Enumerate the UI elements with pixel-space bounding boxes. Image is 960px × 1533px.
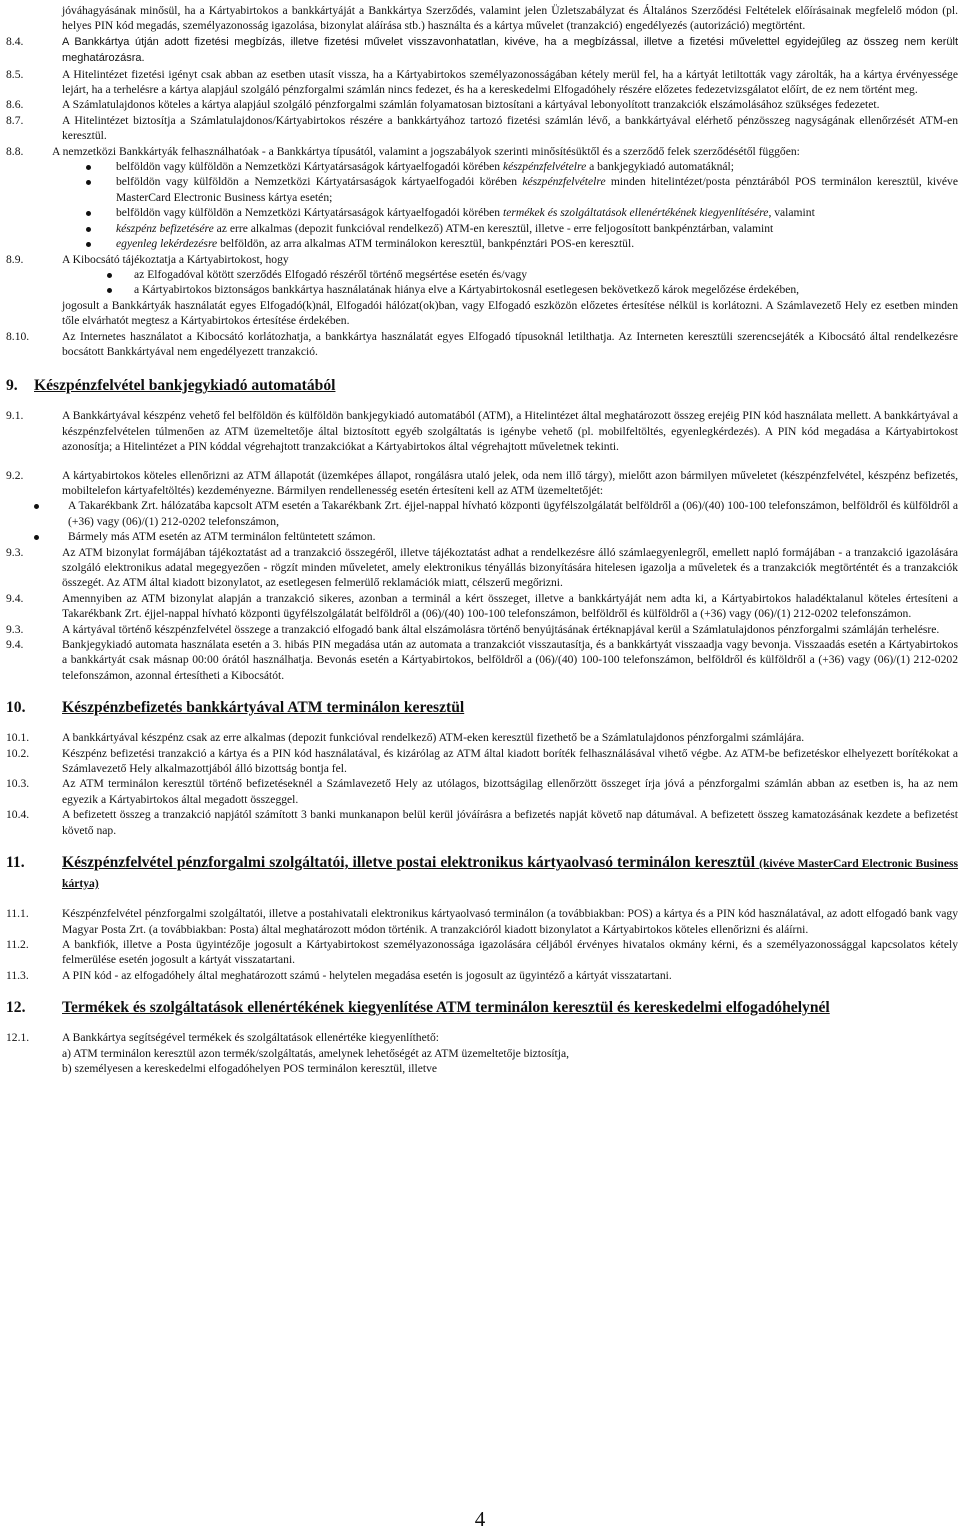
paragraph-number: 9.4. [6, 638, 24, 652]
heading-number: 9. [6, 377, 18, 395]
paragraph-text: A bankkártyával készpénz csak az erre alkalmas (depozit funkcióval rendelkező) ATM-eken keresztül fizethető be a Számlatulajdonos pénzforgalmi számlájára. [62, 731, 805, 745]
paragraph-text: A kártyabirtokos köteles ellenőrizni az ATM állapotát (üzemképes állapot, rongálásra utaló jelek, oda nem illő tárgy), mielőtt azon bármilyen műveletet (készpénzfelvétel, készpénz befizetés, mobiltelefon kártyafeltöltés) kezdeményezne. Bármilyen rendellenesség esetén értesíteni kell az ATM üzemeltetőjét: [62, 468, 958, 497]
paragraph-text: Az ATM terminálon keresztül történő befizetéseknél a Számlavezető Hely az utólagos, bizottságilag ellenőrzött összeget írja jóvá a pénzforgalmi számlán abban az esetben is, ha az nem egyezik a Kártyabirtokos által megadott összeggel. [62, 777, 958, 806]
section-heading-11 [6, 853, 958, 893]
list-item: a Kártyabirtokos biztonságos bankkártya használatának hiánya elve a Kártyabirtokosnál esetlegesen bekövetkező károk megelőzése érdekében, [6, 282, 958, 297]
paragraph-number: 9.3. [6, 545, 24, 559]
list-item: Bármely más ATM esetén az ATM terminálon feltüntetett számon. [6, 529, 958, 544]
paragraph-10-1 [6, 730, 958, 745]
document-page [6, 3, 958, 1076]
paragraph-number: 11.1. [6, 907, 29, 921]
paragraph-number: 8.5. [6, 67, 24, 81]
paragraph-8-7 [6, 113, 958, 144]
paragraph-text: Készpénzfelvétel pénzforgalmi szolgáltatói, illetve a postahivatali elektronikus kártyaolvasó terminálon (a továbbiakban: POS) a kártya és a PIN kód használatával, az adott elfogadó bank vagy Magyar Posta Zrt. (a továbbiakban: Posta) által meghatározott módon történik. A tranzakcióról kiadott bizonylatot a Kártyabirtokos köteles ellenőrizni és aláírni. [62, 907, 958, 936]
heading-text: Készpénzfelvétel pénzforgalmi szolgáltatói, illetve postai elektronikus kártyaolvasó terminálon keresztül [62, 854, 756, 872]
paragraph-number: 8.4. [6, 34, 24, 48]
paragraph-8-6 [6, 97, 958, 112]
paragraph-text: A befizetett összeg a tranzakció napjától számított 3 banki munkanapon belül kerül jóváírásra a befizetés napját követő nap dátumával. A befizetett összeg kamatozásának kezdete a befizetést követő nap. [62, 808, 958, 837]
paragraph-number: 11.3. [6, 968, 29, 982]
paragraph-8-9-continued: jogosult a Bankkártyák használatát egyes Elfogadó(k)nál, Elfogadói hálózat(ok)ban, vagy Elfogadó eszközön előzetes értesítése nélkül is korlátozni. A Számlavezető Hely ez esetben minden tőle elvárhatót megtesz a Kártyabirtokos értesítése érdekében. [62, 298, 958, 328]
paragraph-text: A PIN kód - az elfogadóhely által meghatározott számú - helytelen megadása esetén is jogosult az ügyintéző a kártyát visszatartani. [62, 968, 672, 982]
paragraph-number: 10.4. [6, 808, 30, 822]
paragraph-9-2 [6, 468, 958, 499]
list-item: készpénz befizetésére az erre alkalmas (depozit funkcióval rendelkező) ATM-en keresztül, illetve - erre feljogosított bankpénztárban, valamint [6, 221, 958, 236]
paragraph-text: A Számlatulajdonos köteles a kártya alapjául szolgáló pénzforgalmi számlán folyamatosan biztosítani a kártyával lebonyolított tranzakciók elszámolásához szükséges fedezetet. [62, 98, 880, 112]
paragraph-9-4b [6, 637, 958, 683]
paragraph-text: A Kibocsátó tájékoztatja a Kártyabirtokost, hogy [62, 252, 289, 266]
paragraph-8-4 [6, 34, 958, 67]
heading-text: Készpénzfelvétel bankjegykiadó automatából [34, 377, 336, 395]
paragraph-12-1-a: a) ATM terminálon keresztül azon termék/szolgáltatás, amelynek lehetőségét az ATM üzemeltetője biztosítja, [62, 1046, 570, 1060]
paragraph-text: Az Internetes használatot a Kibocsátó korlátozhatja, a bankkártya használatát egyes Elfogadó típusoknál letilthatja. Az Interneten keresztüli szerencsejáték a Kibocsátó által rendelkezésre bocsátott Bankkártyával nem engedélyezett tranzakció. [62, 329, 958, 358]
paragraph-8-5 [6, 67, 958, 98]
paragraph-11-1 [6, 906, 958, 937]
paragraph-10-4 [6, 807, 958, 838]
paragraph-number: 11.2. [6, 937, 29, 951]
paragraph-9-3b [6, 622, 958, 637]
paragraph-number: 8.9. [6, 252, 24, 266]
page-number: 4 [474, 1507, 486, 1531]
paragraph-text: A nemzetközi Bankkártyák felhasználhatóak - a Bankkártya típusától, valamint a jogszabályok szerinti minősítésüktől és a szerződő felek szerződésétől függően: [52, 144, 800, 158]
atm-contact-list [6, 498, 958, 544]
paragraph-text: Az ATM bizonylat formájában tájékoztatást ad a tranzakció összegéről, illetve tájékoztatást adhat a rendelkezésre álló számlaegyenlegről, emellett napló formájában - a tranzakció igazolására szolgáló elektronikus adatal megegyezően - rögzít minden műveletet, amely elektronikus tényállás bizonyítására hitelesen igazolja a műveletek és a tranzakciók megtörténtét és a tranzakciók összegét. Az ATM által kiadott bizonylatot, az esetlegesen felmerülő reklamációk miatt, célszerű megőrizni. [62, 545, 958, 590]
paragraph-text: A kártyával történő készpénzfelvétel összege a tranzakció elfogadó bank által elszámolásra történő benyújtásának értéknapjával kerül a Számlatulajdonos pénzforgalmi számláján terhelésre. [62, 622, 940, 636]
heading-note: (kivéve MasterCard Electronic Business kártya) [62, 857, 959, 891]
restriction-list [6, 267, 958, 298]
paragraph-number: 9.2. [6, 468, 24, 482]
paragraph-text: A Bankkártya útján adott fizetési megbízás, illetve fizetési művelet visszavonhatatlan, kivéve, ha a megbízással, illetve a fizetési művelettel egyidejűleg az összeg nem került meghatározásra. [62, 35, 958, 65]
paragraph-8-9 [6, 252, 958, 267]
section-heading-9 [6, 376, 958, 395]
paragraph-12-1 [6, 1030, 958, 1045]
paragraph-number: 9.3. [6, 622, 24, 636]
paragraph-11-3 [6, 968, 958, 983]
paragraph-text: Amennyiben az ATM bizonylat alapján a tranzakció sikeres, azonban a terminál a kért összeget, illetve a bankkártyáját nem adta ki, a Kártyabirtokos haladéktalanul köteles értesíteni a Takarékbank Zrt. éjjel-nappal hívható központi ügyfélszolgálatát belföldről a (06)/(40) 100-100 telefonszámon, belföldről és külföldről a (+36) vagy (06)/(1) 212-0202 telefonszámon. [62, 591, 958, 621]
list-item: belföldön vagy külföldön a Nemzetközi Kártyatársaságok kártyaelfogadói körében termékek és szolgáltatások ellenértékének kiegyenlítésére, valamint [6, 205, 958, 220]
paragraph-text: A Bankkártyával készpénz vehető fel belföldön és külföldön bankjegykiadó automatából (ATM), a Hitelintézet által meghatározott összeg erejéig PIN kód használata mellett. A bankkártyával a készpénzfelvételen túlmenően az ATM üzemeltetője által biztosított egyéb szolgáltatás is igénybe vehető (pl. mobilfeltöltés, egyenlegkérdezés). A PIN kód megadása a Kártyabirtokost azonosítja; a Hitelintézet a PIN kóddal végrehajtott tranzakciókat a Kártyabirtokos által végrehajtott műveletnek tekinti. [62, 409, 958, 454]
paragraph-number: 9.4. [6, 591, 24, 605]
usage-list [6, 159, 958, 251]
list-item: egyenleg lekérdezésre belföldön, az arra alkalmas ATM terminálokon keresztül, bankpénztári POS-en keresztül. [6, 236, 958, 251]
section-heading-10 [6, 698, 958, 717]
paragraph-number: 8.8. [6, 144, 24, 158]
paragraph-text: Bankjegykiadó automata használata esetén a 3. hibás PIN megadása után az automata a tranzakciót visszautasítja, és a bankkártyát visszaadja vagy bevonja. Visszaadás esetén a Kártyabirtokos a bankkártyát csak másnap 00:00 órától használhatja. Bevonás esetén a Kártyabirtokos, belföldről a (06)/(40) 100-100 telefonszámon, belföldről és külföldről a (+36) vagy (06)/(1) 212-0202 telefonszámon, azonnal értesítheti a Kibocsátót. [62, 638, 958, 682]
list-item: A Takarékbank Zrt. hálózatába kapcsolt ATM esetén a Takarékbank Zrt. éjjel-nappal hívható központi ügyfélszolgálatát belföldről a (06)/(40) 100-100 telefonszámon, belföldről és külföldről a (+36) vagy (06)/(1) 212-0202 telefonszámon, [6, 498, 958, 529]
paragraph-number: 9.1. [6, 409, 24, 423]
paragraph-9-3 [6, 545, 958, 591]
paragraph-10-3 [6, 776, 958, 807]
paragraph-12-1-b: b) személyesen a kereskedelmi elfogadóhelyen POS terminálon keresztül, illetve [62, 1061, 438, 1075]
paragraph-number: 8.7. [6, 113, 24, 127]
paragraph-number: 8.6. [6, 98, 24, 112]
paragraph-number: 8.10. [6, 329, 30, 343]
paragraph-text: A Hitelintézet biztosítja a Számlatulajdonos/Kártyabirtokos részére a bankkártyához tartozó fizetési számlán lévő, a bankkártyával elérhető pénzösszeg nagyságának ellenőrzését ATM-en keresztül. [62, 113, 958, 143]
list-item: belföldön vagy külföldön a Nemzetközi Kártyatársaságok kártyaelfogadói körében készpénzfelvételre a bankjegykiadó automatáknál; [6, 159, 958, 174]
heading-number: 10. [6, 699, 26, 717]
paragraph-text: A Hitelintézet fizetési igényt csak abban az esetben utasít vissza, ha a Kártyabirtokos személyazonosságában kétely merül fel, ha a kártyát letiltották vagy zárolták, ha a kártya érvényessége lejárt, ha a terhelésre a kártya alapjául szolgáló pénzforgalmi számlán nincs fedezet, és ha a kereskedelmi Elfogadóhely részére előzetes fedezetvizsgálatot előírt, de ez nem történt meg. [62, 67, 958, 97]
section-heading-12 [6, 998, 958, 1017]
paragraph-text: Készpénz befizetési tranzakció a kártya és a PIN kód használatával, és kizárólag az ATM által kiadott boríték felhasználásával vihető végbe. Az ATM-be befizetéskor elhelyezett borítékokat a Számlavezető Hely alkalmazottjából álló bizottság bontja fel. [62, 746, 958, 776]
paragraph-number: 10.1. [6, 731, 30, 745]
list-item: az Elfogadóval kötött szerződés Elfogadó részéről történő megsértése esetén és/vagy [6, 267, 958, 282]
paragraph-9-4 [6, 591, 958, 622]
paragraph-10-2 [6, 746, 958, 777]
paragraph-9-1 [6, 408, 958, 454]
heading-text: Készpénzbefizetés bankkártyával ATM terminálon keresztül [62, 699, 465, 717]
paragraph-text: A bankfiók, illetve a Posta ügyintézője jogosult a Kártyabirtokost személyazonossága igazolására céljából érvényes hivatalos okmány kérni, és a személyazonossággal kapcsolatos kétely felmerülése esetén jogosult a kártyát visszatartani. [62, 937, 958, 967]
heading-text: Termékek és szolgáltatások ellenértékének kiegyenlítése ATM terminálon keresztül és kereskedelmi elfogadóhelynél [62, 999, 830, 1017]
paragraph-8-10 [6, 329, 958, 360]
heading-number: 11. [6, 854, 25, 872]
intro-paragraph: jóváhagyásának minősül, ha a Kártyabirtokos a bankkártyáját a Bankkártya Szerződés, valamint jelen Üzletszabályzat és Általános Szerződési Feltételek előírásainak megfelelő módon (pl. helyes PIN kód megadás, személyazonosság igazolása, bizonylat aláírása stb.) használta és a kártya művelet (tranzakció) engedélyezés (autorizáció) megtörtént. [62, 4, 958, 33]
paragraph-number: 10.2. [6, 746, 30, 760]
paragraph-text: A Bankkártya segítségével termékek és szolgáltatások ellenértéke kiegyenlíthető: [62, 1031, 439, 1045]
paragraph-11-2 [6, 937, 958, 968]
heading-number: 12. [6, 999, 26, 1017]
paragraph-number: 10.3. [6, 777, 30, 791]
paragraph-number: 12.1. [6, 1031, 30, 1045]
paragraph-8-8 [6, 144, 958, 159]
list-item: belföldön vagy külföldön a Nemzetközi Kártyatársaságok kártyaelfogadói körében készpénzfelvételre minden hitelintézet/posta pénztárából POS terminálon keresztül, kivéve MasterCard Electronic Business kártya esetén; [6, 174, 958, 205]
